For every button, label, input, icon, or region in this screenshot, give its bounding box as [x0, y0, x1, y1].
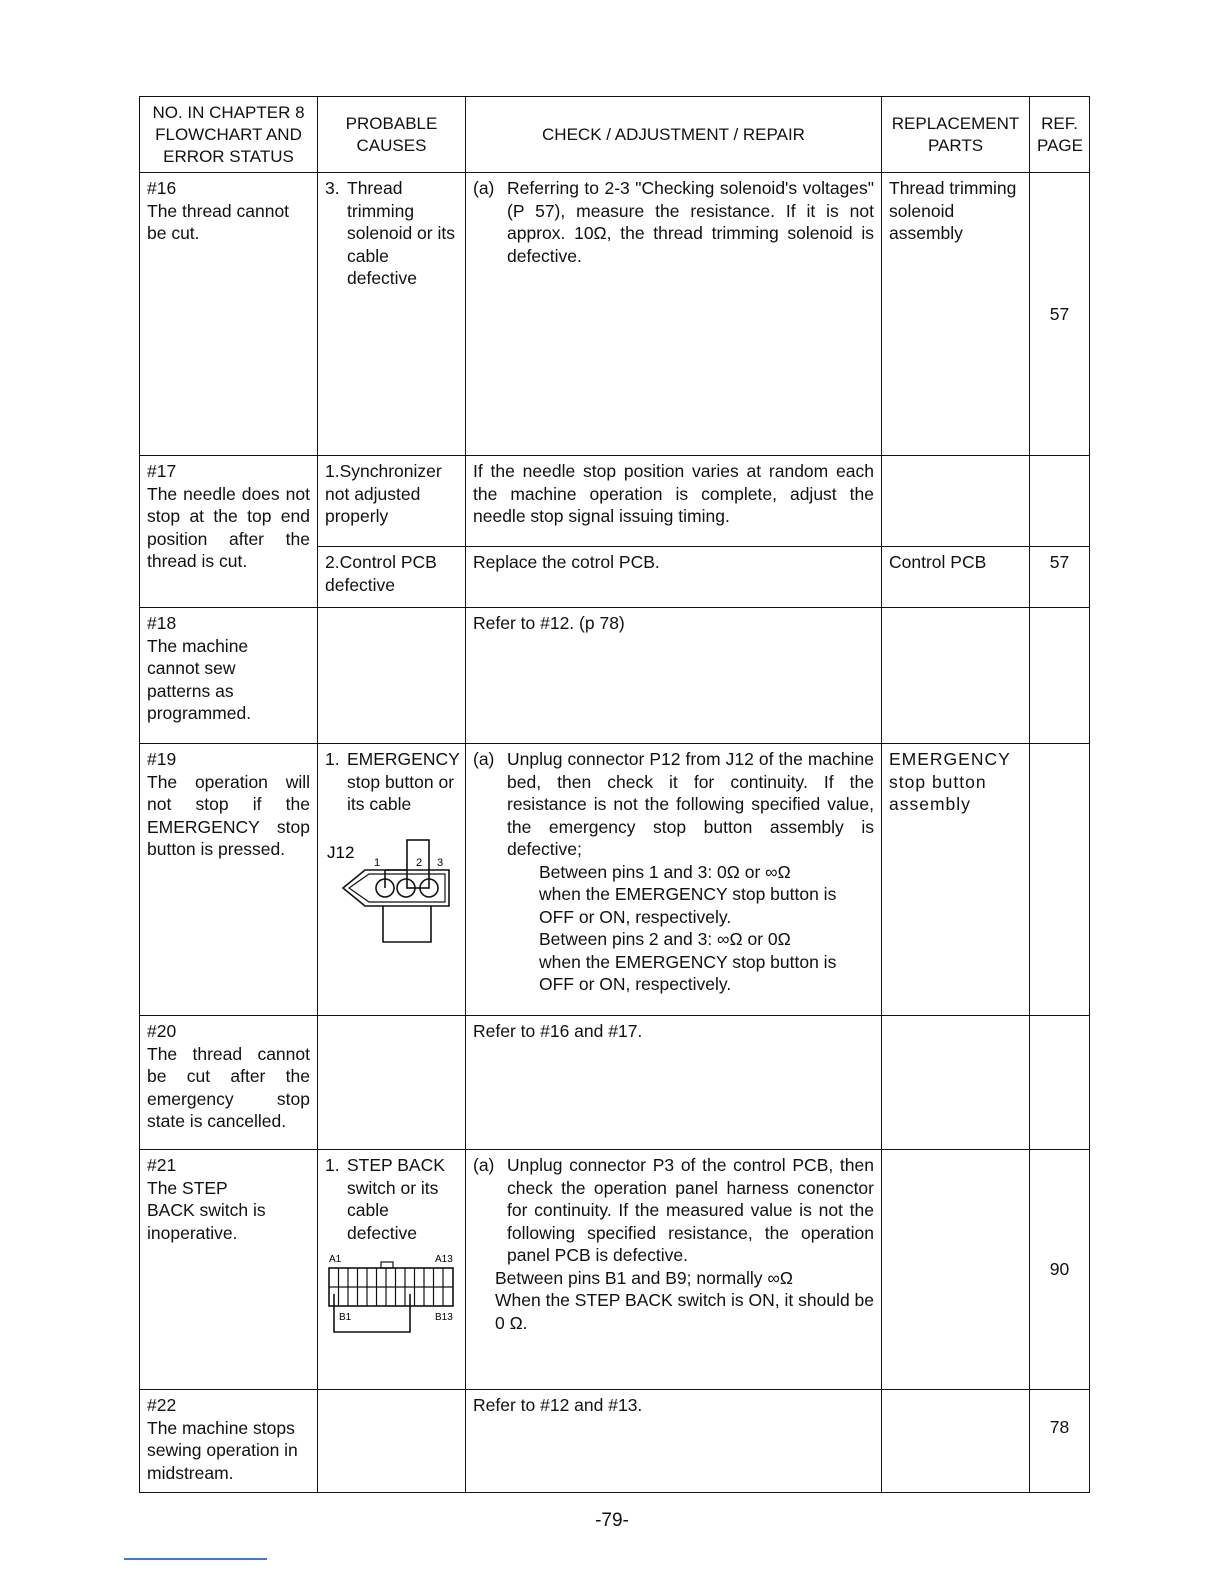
p3-b13-label: B13 [435, 1312, 453, 1323]
row19-spec1: Between pins 1 and 3: 0Ω or ∞Ω [539, 861, 791, 882]
row17-cause2: 2.Control PCB defective [325, 552, 437, 595]
row20-ref-cell [1030, 1016, 1090, 1150]
j12-pin2-label: 2 [416, 856, 423, 869]
row18-status-cell [140, 608, 318, 744]
row16-cause-number: 3. [325, 178, 340, 198]
row21-ref-cell [1030, 1150, 1090, 1390]
row21-ref-page: 90 [1049, 1259, 1070, 1280]
row17-cause2-cell [318, 547, 466, 608]
row22-parts-cell [882, 1390, 1030, 1493]
row19-spec2: Between pins 2 and 3: ∞Ω or 0Ω [539, 929, 791, 949]
table-row [140, 608, 1090, 744]
row17-check1: If the needle stop position varies at random each the machine operation is complete, adjust the needle stop signal issuing timing. [473, 461, 874, 526]
j12-cable-loop [383, 906, 431, 942]
row21-check-label: (a) [473, 1155, 495, 1175]
header-parts-line1: REPLACEMENT [891, 113, 1020, 133]
header-replacement-parts [882, 97, 1030, 173]
p3-b1-label: B1 [339, 1312, 352, 1323]
row19-status-cell [140, 744, 318, 1016]
row17-status: The needle does not stop at the top end position after the thread is cut. [147, 483, 315, 571]
row16-cause-cell [318, 173, 466, 456]
header-no-status [140, 97, 318, 173]
row22-status-cell [140, 1390, 318, 1493]
row19-spec2-note: when the EMERGENCY stop button is OFF or ON, respectively. [539, 951, 837, 994]
row17-check2: Replace the cotrol PCB. [473, 552, 660, 572]
row19-cause: EMERGENCY stop button or its cable [347, 749, 460, 814]
row21-number: #21 [147, 1155, 177, 1175]
row20-parts-cell [882, 1016, 1030, 1150]
row21-spec2: When the STEP BACK switch is ON, it should be 0 Ω. [495, 1290, 875, 1333]
header-no-status-line3: ERROR STATUS [163, 146, 294, 166]
row17-ref-page: 57 [1049, 552, 1070, 572]
row18-cause-cell [318, 608, 466, 744]
row17-cause1: 1.Synchronizer not adjusted properly [325, 461, 442, 526]
table-row [140, 1150, 1090, 1390]
header-causes-line1: PROBABLE [345, 113, 438, 133]
row20-number: #20 [147, 1021, 177, 1041]
row19-cause-cell [318, 744, 466, 1016]
table-row [140, 744, 1090, 1016]
row16-check-label: (a) [473, 178, 495, 198]
row19-check: Unplug connector P12 from J12 of the machine bed, then check it for continuity. If the resistance is not the following specified value, the emergency stop button assembly is defective; [507, 749, 874, 859]
row20-check: Refer to #16 and #17. [473, 1021, 643, 1041]
row19-cause-number: 1. [325, 749, 340, 769]
row17-ref2-cell [1030, 547, 1090, 608]
j12-connector-diagram [325, 830, 459, 952]
header-check-adjustment-repair: CHECK / ADJUSTMENT / REPAIR [466, 97, 882, 173]
row22-check: Refer to #12 and #13. [473, 1395, 643, 1415]
row20-check-cell [466, 1016, 882, 1150]
row18-parts-cell [882, 608, 1030, 744]
p3-latch [381, 1262, 393, 1268]
row17-cause1-cell [318, 456, 466, 547]
row21-check-cell [466, 1150, 882, 1390]
p3-a1-label: A1 [329, 1254, 342, 1265]
row21-spec1: Between pins B1 and B9; normally ∞Ω [495, 1267, 793, 1288]
header-no-status-line2: FLOWCHART AND [155, 124, 302, 144]
row16-status: The thread cannot be cut. [147, 200, 294, 243]
row16-status-cell [140, 173, 318, 456]
row21-status-cell [140, 1150, 318, 1390]
header-probable-causes [318, 97, 466, 173]
row16-cause: Thread trimming solenoid or its cable defective [347, 178, 455, 288]
row18-ref-cell [1030, 608, 1090, 744]
row19-parts: EMERGENCY stop button assembly [889, 749, 1011, 814]
bottom-rule [124, 1558, 267, 1560]
row17-number: #17 [147, 461, 177, 481]
j12-pin3-label: 3 [437, 856, 444, 869]
row16-parts-cell [882, 173, 1030, 456]
row18-check-cell [466, 608, 882, 744]
row19-spec1-note: when the EMERGENCY stop button is OFF or ON, respectively. [539, 884, 837, 927]
row22-ref-page: 78 [1049, 1417, 1070, 1437]
row16-check: Referring to 2-3 "Checking solenoid's voltages" (P 57), measure the resistance. If it is not approx. 10Ω, the thread trimming solenoid is defective. [507, 178, 874, 266]
p3-connector-diagram [325, 1250, 459, 1342]
row17-parts2: Control PCB [889, 552, 987, 572]
row16-check-cell [466, 173, 882, 456]
table-row [140, 1390, 1090, 1493]
j12-pin1-label: 1 [374, 856, 381, 869]
row21-status: The STEP BACK switch is inoperative. [147, 1177, 271, 1243]
row19-check-cell [466, 744, 882, 1016]
row18-number: #18 [147, 613, 177, 633]
header-ref-page [1030, 97, 1090, 173]
row22-cause-cell [318, 1390, 466, 1493]
row20-status: The thread cannot be cut after the emergency stop state is cancelled. [147, 1043, 315, 1131]
table-row [140, 456, 1090, 547]
table-row [140, 1016, 1090, 1150]
row21-cause-number: 1. [325, 1155, 340, 1175]
header-ref-line2: PAGE [1037, 135, 1083, 155]
row17-check1-cell [466, 456, 882, 547]
header-parts-line2: PARTS [927, 135, 984, 155]
header-no-status-line1: NO. IN CHAPTER 8 [152, 102, 305, 122]
row16-ref-page: 57 [1049, 303, 1070, 324]
row19-status: The operation will not stop if the EMERGENCY stop button is pressed. [147, 771, 315, 859]
j12-housing [343, 870, 449, 906]
row18-status: The machine cannot sew patterns as programmed. [147, 635, 254, 723]
row19-check-label: (a) [473, 749, 495, 769]
row19-number: #19 [147, 749, 177, 769]
row21-cause-cell [318, 1150, 466, 1390]
row19-parts-cell [882, 744, 1030, 1016]
row22-number: #22 [147, 1395, 177, 1415]
row19-ref-cell [1030, 744, 1090, 1016]
row20-status-cell [140, 1016, 318, 1150]
row22-ref-cell [1030, 1390, 1090, 1493]
row21-parts-cell [882, 1150, 1030, 1390]
troubleshooting-table [139, 96, 1090, 1493]
row21-cause: STEP BACK switch or its cable defective [347, 1155, 445, 1243]
row22-status: The machine stops sewing operation in midstream. [147, 1417, 303, 1483]
row17-ref1-cell [1030, 456, 1090, 547]
row17-status-cell [140, 456, 318, 608]
p3-a13-label: A13 [435, 1254, 453, 1265]
row18-check: Refer to #12. (p 78) [473, 613, 625, 633]
row20-cause-cell [318, 1016, 466, 1150]
header-ref-line1: REF. [1041, 113, 1078, 133]
row22-check-cell [466, 1390, 882, 1493]
row21-check: Unplug connector P3 of the control PCB, then check the operation panel harness conenctor for continuity. If the measured value is not the following specified resistance, the operation panel PCB is defective. [507, 1155, 874, 1265]
row17-check2-cell [466, 547, 882, 608]
troubleshooting-sheet [139, 96, 1089, 1491]
page-number: -79- [595, 1510, 629, 1531]
table-row [140, 173, 1090, 456]
header-causes-line2: CAUSES [356, 135, 427, 155]
row16-ref-cell [1030, 173, 1090, 456]
row16-parts: Thread trimming solenoid assembly [889, 178, 1017, 243]
row17-parts2-cell [882, 547, 1030, 608]
row17-parts1-cell [882, 456, 1030, 547]
j12-label: J12 [327, 842, 355, 862]
row16-number: #16 [147, 178, 177, 198]
table-header-row [140, 97, 1090, 173]
